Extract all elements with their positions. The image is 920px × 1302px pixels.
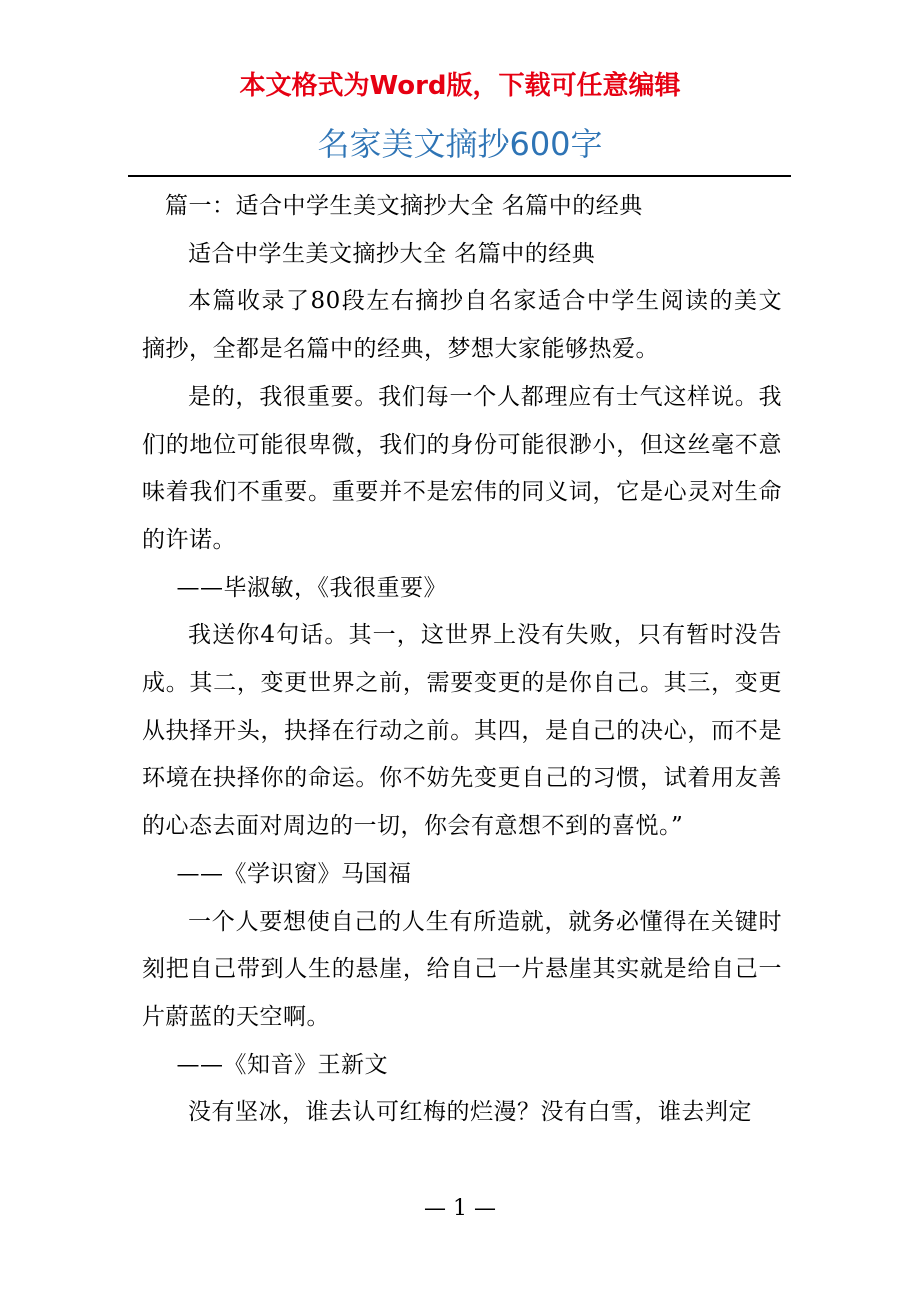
document-body [142,183,782,1137]
download-banner: 本文格式为Word版，下载可任意编辑 [239,71,681,101]
excerpt-attribution: ——《知音》王新文 [176,1051,388,1078]
section-heading: 篇一：适合中学生美文摘抄大全 名篇中的经典 [165,193,643,219]
excerpt-paragraph: 没有坚冰，谁去认可红梅的烂漫？没有白雪，谁去判定 [188,1099,752,1126]
excerpt-attribution: ——《学识窗》马国福 [176,860,412,887]
section-subheading: 适合中学生美文摘抄大全 名篇中的经典 [188,240,596,267]
excerpt-paragraph: 一个人要想使自己的人生有所造就，就务必懂得在关键时刻把自己带到人生的悬崖，给自己一片悬崖其实就是给自己一片蔚蓝的天空啊。 [142,908,782,1030]
excerpt-paragraph: 我送你4句话。其一，这世界上没有失败，只有暂时没告成。其二，变更世界之前，需要变更的是你自己。其三，变更从抉择开头，抉择在行动之前。其四，是自己的决心，而不是环境在抉择你的命运。你不妨先变更自己的习惯，试着用友善的心态去面对周边的一切，你会有意想不到的喜悦。” [142,622,782,840]
page-number: — 1 — [424,1196,496,1221]
document-title: 名家美文摘抄600字 [317,125,603,163]
intro-paragraph: 本篇收录了80段左右摘抄自名家适合中学生阅读的美文摘抄，全都是名篇中的经典，梦想大家能够热爱。 [142,288,782,363]
title-divider [128,175,791,177]
excerpt-attribution: ——毕淑敏，《我很重要》 [176,574,447,601]
excerpt-paragraph: 是的，我很重要。我们每一个人都理应有士气这样说。我们的地位可能很卑微，我们的身份可能很渺小，但这丝毫不意味着我们不重要。重要并不是宏伟的同义词，它是心灵对生命的许诺。 [142,383,782,553]
